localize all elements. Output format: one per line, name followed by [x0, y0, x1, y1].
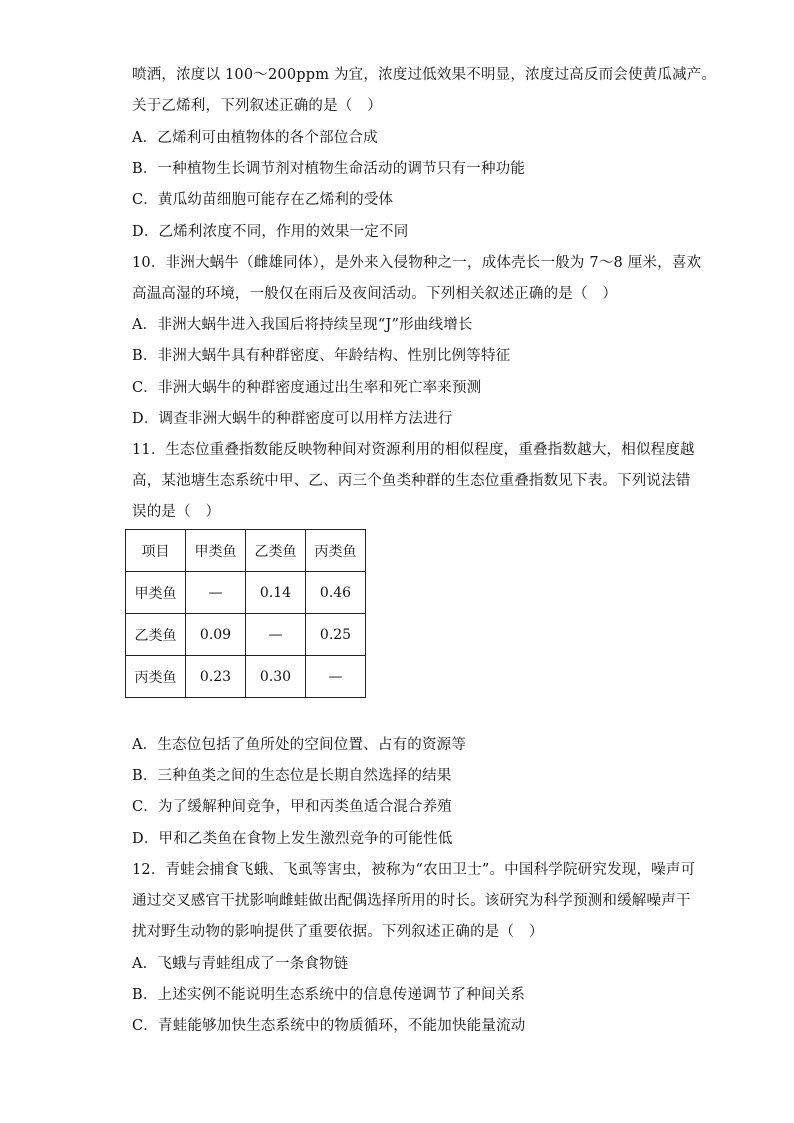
table-cell: — [306, 656, 366, 698]
q9-option-d: D．乙烯利浓度不同，作用的效果一定不同 [132, 224, 409, 240]
table-header-cell: 甲类鱼 [186, 530, 246, 572]
q10-option-b: B．非洲大蜗牛具有种群密度、年龄结构、性别比例等特征 [132, 348, 511, 364]
table-cell: 0.46 [306, 572, 366, 614]
table-row-label: 甲类鱼 [126, 572, 186, 614]
q9-option-b: B．一种植物生长调节剂对植物生命活动的调节只有一种功能 [132, 161, 526, 177]
q10-option-c: C．非洲大蜗牛的种群密度通过出生率和死亡率来预测 [132, 380, 482, 396]
q11-stem-line-1: 11．生态位重叠指数能反映物种间对资源利用的相似程度，重叠指数越大，相似程度越 [132, 442, 695, 458]
q9-option-c: C．黄瓜幼苗细胞可能存在乙烯利的受体 [132, 192, 394, 208]
q12-option-c: C．青蛙能够加快生态系统中的物质循环，不能加快能量流动 [132, 1018, 526, 1034]
table-row-label: 丙类鱼 [126, 656, 186, 698]
table-row [126, 614, 366, 656]
table-row [126, 572, 366, 614]
q9-continuation-line-1: 喷洒，浓度以 100～200ppm 为宜，浓度过低效果不明显，浓度过高反而会使黄瓜减产。 [132, 67, 717, 83]
table-header-cell: 乙类鱼 [246, 530, 306, 572]
q11-stem-line-2: 高，某池塘生态系统中甲、乙、丙三个鱼类种群的生态位重叠指数见下表。下列说法错 [132, 473, 691, 489]
q11-option-a: A．生态位包括了鱼所处的空间位置、占有的资源等 [132, 737, 467, 753]
q9-option-a: A．乙烯利可由植物体的各个部位合成 [132, 130, 378, 146]
table-row-label: 乙类鱼 [126, 614, 186, 656]
table-header-row [126, 530, 366, 572]
table-header-cell: 项目 [126, 530, 186, 572]
q12-stem-line-2: 通过交叉感官干扰影响雌蛙做出配偶选择所用的时长。该研究为科学预测和缓解噪声干 [132, 893, 691, 909]
table-header-cell: 丙类鱼 [306, 530, 366, 572]
q11-option-d: D．甲和乙类鱼在食物上发生激烈竞争的可能性低 [132, 831, 453, 847]
q12-option-a: A．飞蛾与青蛙组成了一条食物链 [132, 956, 349, 972]
table-cell: 0.25 [306, 614, 366, 656]
table-cell: 0.14 [246, 572, 306, 614]
q10-option-d: D．调查非洲大蜗牛的种群密度可以用样方法进行 [132, 411, 453, 427]
table-cell: — [246, 614, 306, 656]
table-cell: — [186, 572, 246, 614]
table-cell: 0.30 [246, 656, 306, 698]
q11-option-b: B．三种鱼类之间的生态位是长期自然选择的结果 [132, 768, 452, 784]
q9-continuation-line-2: 关于乙烯利，下列叙述正确的是（ ） [132, 98, 382, 114]
q10-option-a: A．非洲大蜗牛进入我国后将持续呈现“J”形曲线增长 [132, 317, 473, 333]
q12-option-b: B．上述实例不能说明生态系统中的信息传递调节了种间关系 [132, 987, 526, 1003]
q10-stem-line-1: 10．非洲大蜗牛（雌雄同体），是外来入侵物种之一，成体壳长一般为 7～8 厘米，喜欢 [132, 255, 702, 271]
table-cell: 0.23 [186, 656, 246, 698]
q11-stem-line-3: 误的是（ ） [132, 504, 221, 520]
table-cell: 0.09 [186, 614, 246, 656]
q12-stem-line-3: 扰对野生动物的影响提供了重要依据。下列叙述正确的是（ ） [132, 924, 544, 940]
table-row [126, 656, 366, 698]
q11-option-c: C．为了缓解种间竞争，甲和丙类鱼适合混合养殖 [132, 799, 452, 815]
q12-stem-line-1: 12．青蛙会捕食飞蛾、飞虱等害虫，被称为“农田卫士”。中国科学院研究发现，噪声可 [132, 862, 696, 878]
q10-stem-line-2: 高温高湿的环境，一般仅在雨后及夜间活动。下列相关叙述正确的是（ ） [132, 286, 618, 302]
niche-overlap-table [125, 529, 366, 698]
